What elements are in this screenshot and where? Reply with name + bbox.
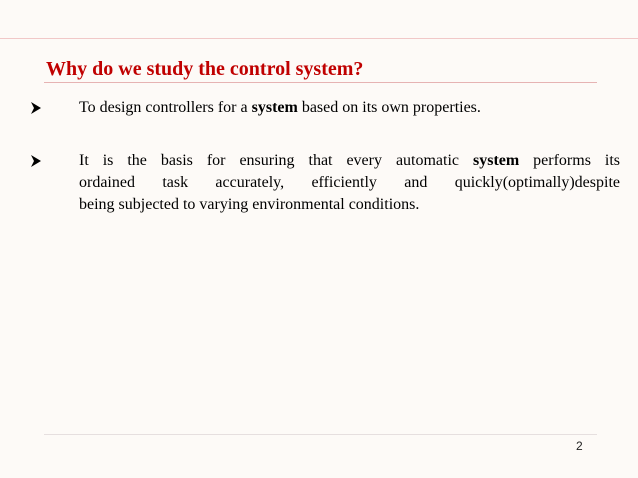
arrow-bullet-icon	[30, 97, 42, 119]
slide-title: Why do we study the control system?	[46, 58, 364, 80]
bullet-text-1: To design controllers for a system based on its own properties.	[79, 99, 481, 116]
footer-divider	[44, 434, 597, 435]
title-underline	[44, 82, 597, 83]
bold-keyword: system	[473, 152, 520, 169]
bullet-text-2	[79, 150, 620, 216]
page-number: 2	[576, 439, 583, 453]
top-divider	[0, 38, 638, 39]
bullet-line: It is the basis for ensuring that every automatic system performs its	[79, 152, 621, 169]
arrow-bullet-icon	[30, 150, 42, 172]
bullet-line: ordained task accurately, efficiently and quickly(optimally)despite	[79, 174, 620, 191]
bullet-line: being subjected to varying environmental conditions.	[79, 196, 420, 213]
bold-keyword: system	[251, 99, 298, 116]
